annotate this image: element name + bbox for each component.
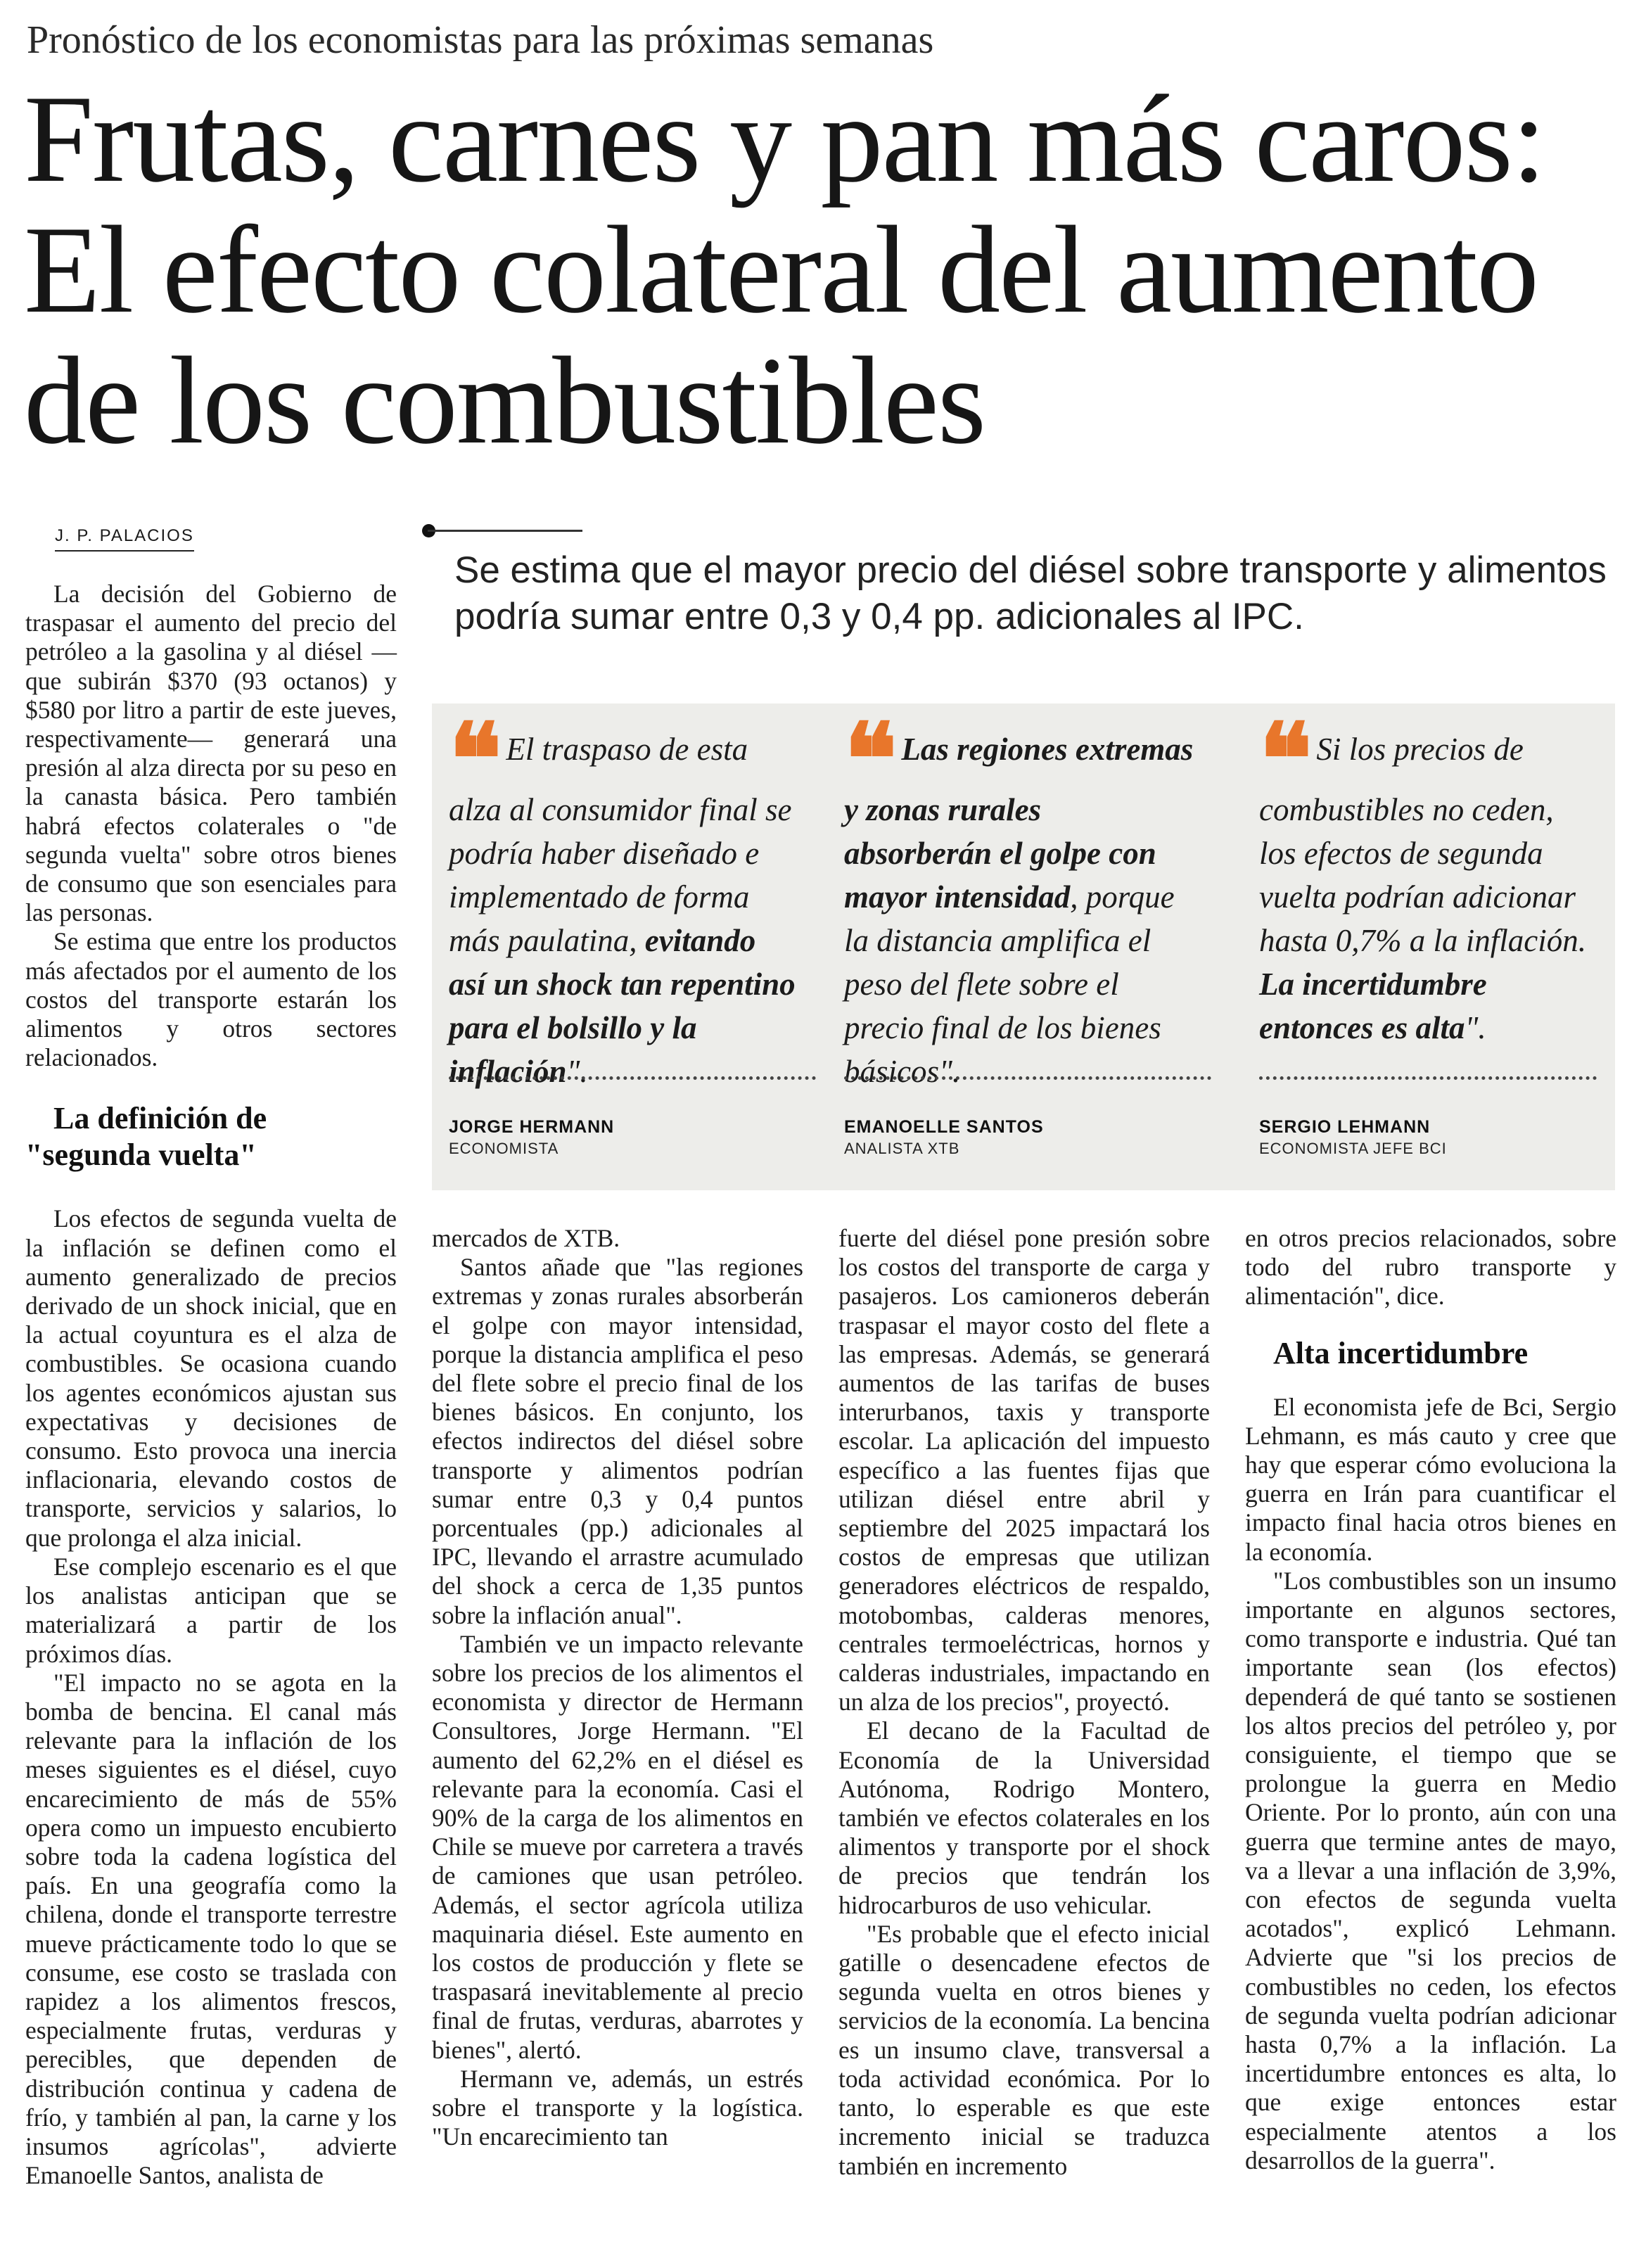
paragraph: La decisión del Gobierno de traspasar el aumento del precio del petróleo a la gasolina y al diésel —que subirán $370 (93 octanos) y $580 por litro a partir de este jueves, respectivamente— generará una presión al alza directa por su peso en la canasta básica. Pero también habrá efectos colaterales o "de segunda vuelta" sobre otros bienes de consumo que son esenciales para las personas.	[25, 580, 397, 927]
quote-divider	[449, 1076, 816, 1080]
article-deck: Se estima que el mayor precio del diésel sobre transporte y alimentos podría sumar entre 0,3 y 0,4 pp. adicionales al IPC.	[454, 549, 1607, 637]
quote-mark-icon: ❝	[844, 702, 898, 817]
subhead-alta-incertidumbre: Alta incertidumbre	[1273, 1335, 1529, 1370]
quote-divider	[1259, 1076, 1597, 1080]
paragraph: El economista jefe de Bci, Sergio Lehmann, es más cauto y cree que hay que esperar cómo evoluciona la guerra en Irán para cuantificar el impacto final hacia otros bienes en la economía.	[1245, 1392, 1616, 1566]
quote-author-role: ANALISTA XTB	[844, 1140, 960, 1157]
quote-text-bold: La incertidumbre entonces es alta	[1259, 967, 1487, 1045]
quote-mark-icon: ❝	[449, 702, 502, 817]
quote-text-bold: evitando así un shock tan repentino para el bolsillo y la inflación	[449, 923, 796, 1089]
paragraph: Se estima que entre los productos más afectados por el aumento de los costos del transporte estarán los alimentos y otros sectores relacionados.	[25, 927, 397, 1072]
paragraph: Los efectos de segunda vuelta de la inflación se definen como el aumento generalizado de precios derivado de un shock inicial, que en la actual coyuntura es el alza de combustibles. Se ocasiona cuando los agentes económicos ajustan sus expectativas y decisiones de consumo. Esto provoca una inercia inflacionaria, elevando costos de transporte, servicios y salarios, lo que prolonga el alza inicial.	[25, 1204, 397, 1552]
quote-text-end: ".	[1465, 1010, 1486, 1045]
quote-mark-icon: ❝	[1259, 702, 1313, 817]
paragraph: Santos añade que "las regiones extremas y zonas rurales absorberán el golpe con mayor intensidad, porque la distancia amplifica el peso del flete sobre el precio final de los bienes básicos. En conjunto, los efectos indirectos del diésel sobre transporte y alimentos podrían sumar entre 0,3 y 0,4 puntos porcentuales (pp.) adicionales al IPC, llevando el arrastre acumulado del shock a cerca de 1,35 puntos sobre la inflación anual".	[432, 1253, 803, 1629]
paragraph: El decano de la Facultad de Economía de la Universidad Autónoma, Rodrigo Montero, también ve efectos colaterales en los alimentos y transporte por el shock de precios que tendrán los hidrocarburos de uso vehicular.	[838, 1716, 1210, 1919]
body-column-4	[1245, 1224, 1616, 2175]
deck-rule	[428, 530, 582, 532]
quote-author-name: JORGE HERMANN	[449, 1117, 615, 1137]
paragraph: mercados de XTB.	[432, 1224, 620, 1252]
body-column-1-top	[25, 580, 397, 2190]
quote-text-bold: Las regiones extremas y zonas rurales absorberán el golpe con mayor intensidad	[844, 732, 1194, 915]
paragraph: "El impacto no se agota en la bomba de bencina. El canal más relevante para la inflación de los meses siguientes es el diésel, cuyo encarecimiento de más de 55% opera como un impuesto encubierto sobre toda la cadena logística del país. En una geografía como la chilena, donde el transporte terrestre mueve prácticamente todo lo que se consume, ese costo se traslada con rapidez a los alimentos frescos, especialmente frutas, verduras y perecibles, que dependen de distribución continua y cadena de frío, y también al pan, la carne y los insumos agrícolas", advierte Emanoelle Santos, analista de	[25, 1668, 397, 2190]
quote-text-end: ".	[566, 1054, 588, 1089]
quote-author-role: ECONOMISTA JEFE BCI	[1259, 1140, 1447, 1157]
body-column-2	[432, 1224, 803, 2152]
paragraph: "Es probable que el efecto inicial gatille o desencadene efectos de segunda vuelta en otros bienes y servicios de la economía. La bencina es un insumo clave, transversal a toda actividad económica. Por lo tanto, lo esperable es que este incremento inicial se traduzca también en incremento	[838, 1919, 1210, 2180]
quote-author-name: SERGIO LEHMANN	[1259, 1117, 1431, 1137]
quote-lehmann	[1259, 702, 1597, 1050]
subhead-segunda-vuelta: La definición de "segunda vuelta"	[25, 1101, 267, 1173]
paragraph: fuerte del diésel pone presión sobre los costos del transporte de carga y pasajeros. Los camioneros deberán traspasar el mayor costo del flete a las empresas. Además, se generará aumentos de las tarifas de buses interurbanos, taxis y transporte escolar. La aplicación del impuesto específico a las fuentes fijas que utilizan diésel entre abril y septiembre del 2025 impactará los costos de empresas que utilizan generadores eléctricos de respaldo, motobombas, calderas menores, centrales termoeléctricas, hornos y calderas industriales, impactando en un alza de los precios", proyectó.	[838, 1224, 1210, 1716]
article-headline: Frutas, carnes y pan más caros: El efecto colateral del aumento de los combustibles	[24, 69, 1545, 470]
quote-author-name: EMANOELLE SANTOS	[844, 1117, 1044, 1137]
quotes-panel	[432, 703, 1615, 1190]
article-byline: J. P. PALACIOS	[55, 526, 194, 552]
body-column-3	[838, 1224, 1210, 2181]
paragraph: "Los combustibles son un insumo importante en algunos sectores, como transporte e industria. Qué tan importante sean (los efectos) dependerá de qué tanto se sostienen los altos precios del petróleo y, por consiguiente, el tiempo que se prolongue la guerra en Medio Oriente. Por lo pronto, aún con una guerra que termine antes de mayo, va a llevar a una inflación de 3,9%, con efectos de segunda vuelta acotados", explicó Lehmann. Advierte que "si los precios de combustibles no ceden, los efectos de segunda vuelta podrían adicionar hasta 0,7% a la inflación. La incertidumbre entonces es alta, lo que exige entonces estar especialmente atentos a los desarrollos de la guerra".	[1245, 1566, 1616, 2174]
quote-text: , porque la distancia amplifica el peso del flete sobre el precio final de los bienes básicos".	[844, 879, 1175, 1089]
quote-author-role: ECONOMISTA	[449, 1140, 559, 1157]
article-kicker: Pronóstico de los economistas para las próximas semanas	[27, 18, 934, 62]
paragraph: Ese complejo escenario es el que los analistas anticipan que se materializará a partir de los próximos días.	[25, 1552, 397, 1668]
paragraph: Hermann ve, además, un estrés sobre el transporte y la logística. "Un encarecimiento tan	[432, 2064, 803, 2151]
quote-text: El traspaso de esta alza al consumidor final se podría haber diseñado e implementado de forma más paulatina,	[449, 732, 792, 958]
quote-divider	[844, 1076, 1211, 1080]
quote-hermann	[449, 702, 800, 1093]
quote-text: Si los precios de combustibles no ceden, los efectos de segunda vuelta podrían adicionar hasta 0,7% a la inflación.	[1259, 732, 1586, 958]
paragraph: en otros precios relacionados, sobre todo del rubro transporte y alimentación", dice.	[1245, 1224, 1616, 1311]
quote-santos	[844, 702, 1196, 1093]
paragraph: También ve un impacto relevante sobre los precios de los alimentos el economista y director de Hermann Consultores, Jorge Hermann. "El aumento del 62,2% en el diésel es relevante para la economía. Casi el 90% de la carga de los alimentos en Chile se mueve por carretera a través de camiones que usan petróleo. Además, el sector agrícola utiliza maquinaria diésel. Este aumento en los costos de producción y flete se traspasará inevitablemente al precio final de frutas, verduras, abarrotes y bienes", alertó.	[432, 1629, 803, 2064]
